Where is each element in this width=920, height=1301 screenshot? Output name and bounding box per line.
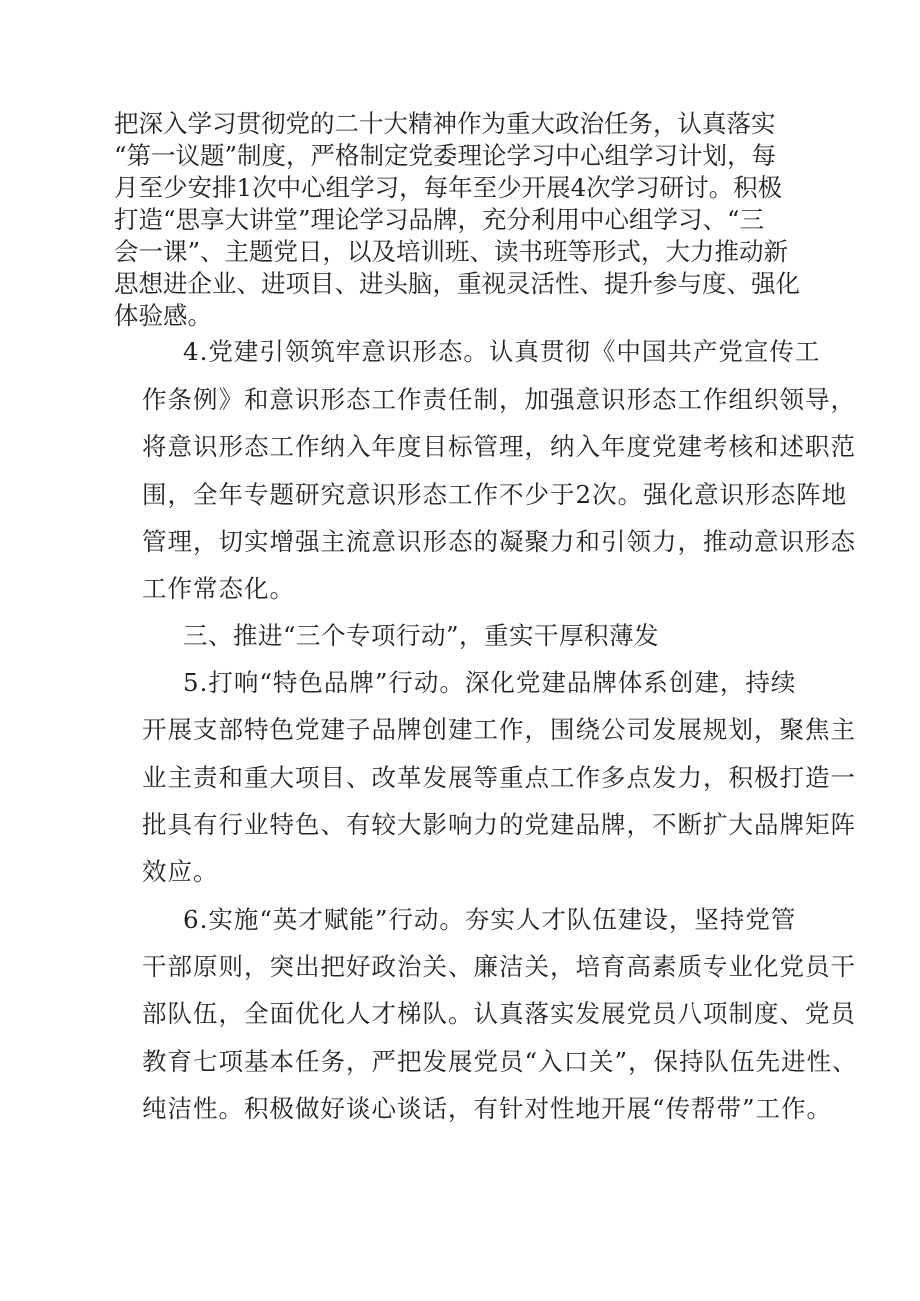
text-line-content: 部队伍，全面优化人才梯队。认真落实发展党员八项制度、党员 [142,999,856,1028]
text-line-content: 管理，切实增强主流意识形态的凝聚力和引领力，推动意识形态 [142,527,856,556]
section-heading-text: 三、推进“三个专项行动”，重实干厚积薄发 [183,621,660,650]
text-line-content: 围，全年专题研究意识形态工作不少于2次。强化意识形态阵地 [142,480,848,509]
text-line-content: 4.党建引领筑牢意识形态。认真贯彻《中国共产党宣传工 [183,337,821,366]
text-line-content: 6.实施“英才赋能”行动。夯实人才队伍建设，坚持党管 [183,905,797,934]
text-line-content: 5.打响“特色品牌”行动。深化党建品牌体系创建，持续 [183,668,797,697]
text-line-content: 干部原则，突出把好政治关、廉洁关，培育高素质专业化党员干 [142,952,856,981]
text-line-content: 开展支部特色党建子品牌创建工作，围绕公司发展规划，聚焦主 [142,715,856,744]
text-line-content: “第一议题”制度，严格制定党委理论学习中心组学习计划，每 [114,141,777,170]
text-line-content: 作条例》和意识形态工作责任制，加强意识形态工作组织领导， [142,385,856,414]
text-line-content: 把深入学习贯彻党的二十大精神作为重大政治任务，认真落实 [114,109,776,138]
text-line-content: 批具有行业特色、有较大影响力的党建品牌，不断扩大品牌矩阵 [142,810,856,839]
text-line-content: 月至少安排1次中心组学习，每年至少开展4次学习研讨。积极 [114,173,783,202]
text-line-content: 效应。 [142,857,219,886]
text-line-content: 体验感。 [114,301,212,330]
text-line-content: 工作常态化。 [142,574,295,603]
text-line-content: 纯洁性。积极做好谈心谈话，有针对性地开展“传帮带”工作。 [142,1094,833,1123]
text-line-content: 思想进企业、进项目、进头脑，重视灵活性、提升参与度、强化 [114,269,800,298]
text-line-content: 打造“思享大讲堂”理论学习品牌，充分利用中心组学习、“三 [114,205,765,234]
text-line-content: 业主责和重大项目、改革发展等重点工作多点发力，积极打造一 [142,763,856,792]
text-line-content: 将意识形态工作纳入年度目标管理，纳入年度党建考核和述职范 [142,432,856,461]
text-line-content: 教育七项基本任务，严把发展党员“入口关”，保持队伍先进性、 [142,1047,858,1076]
text-line-content: 会一课”、主题党日，以及培训班、读书班等形式，大力推动新 [114,237,789,266]
